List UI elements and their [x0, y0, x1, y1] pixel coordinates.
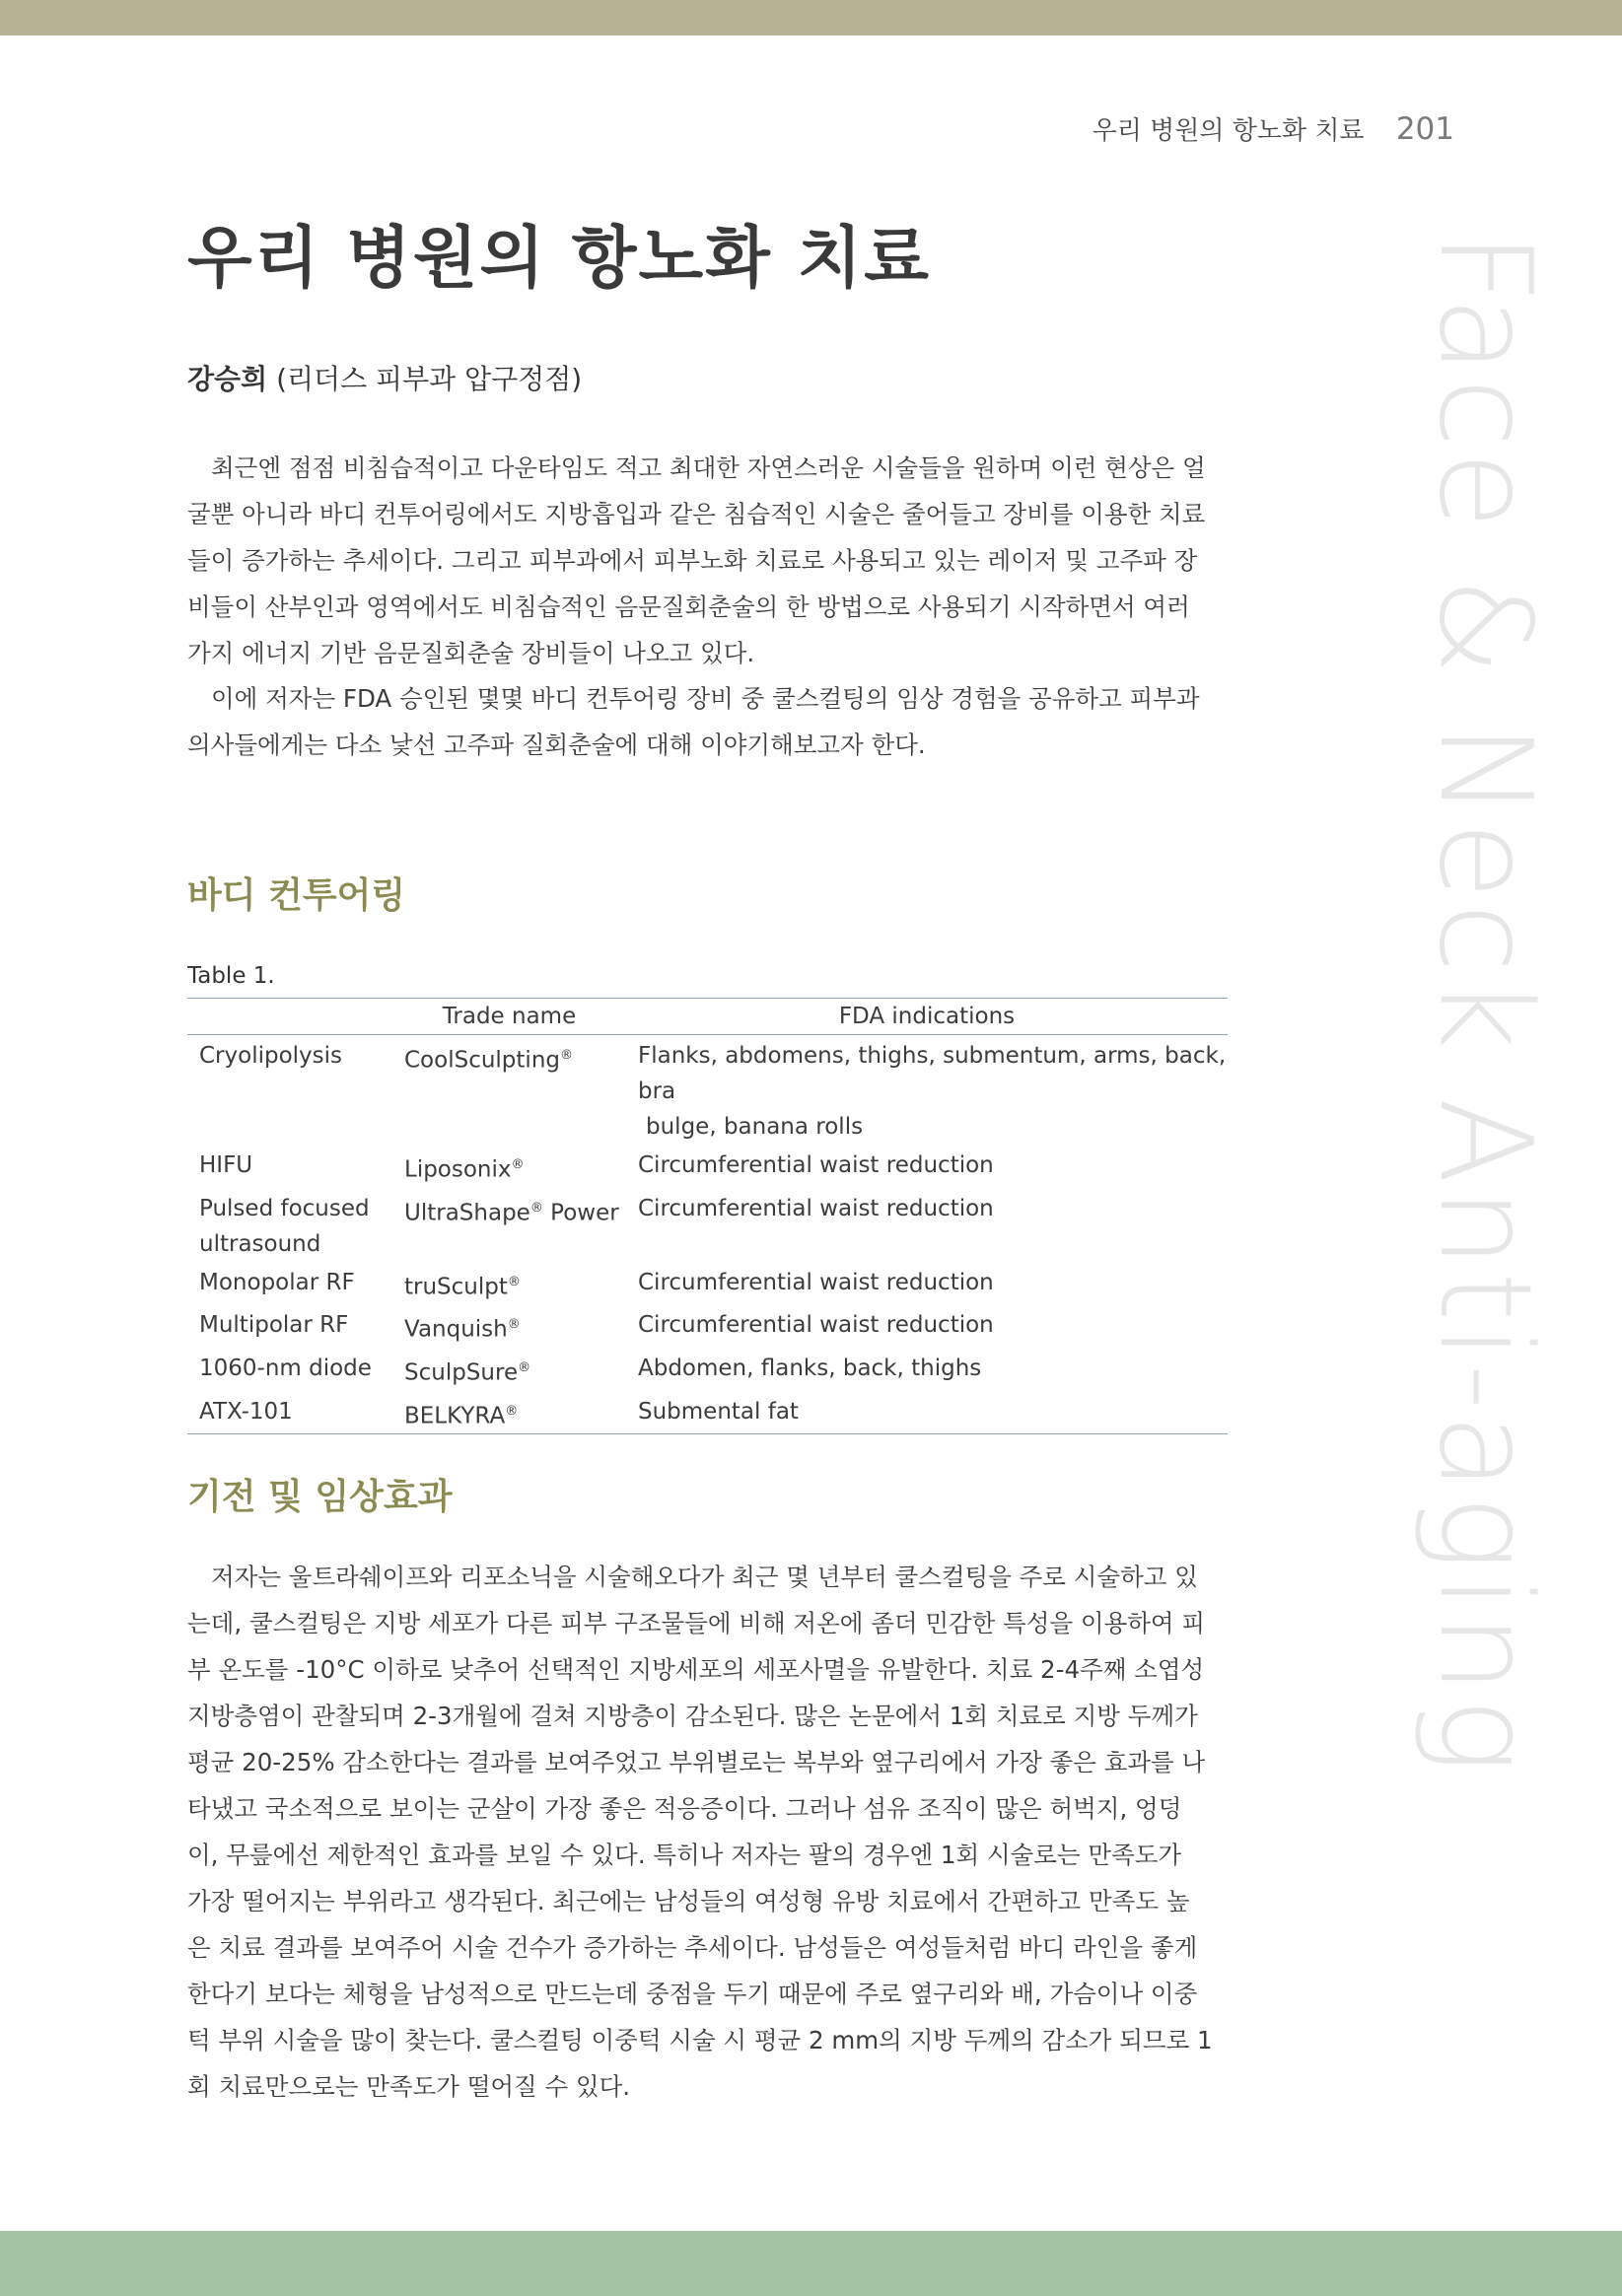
- author-name: 강승희: [187, 363, 268, 395]
- section-heading-mechanism: 기전 및 임상효과: [187, 1477, 453, 1517]
- text-line: 이, 무릎에선 제한적인 효과를 보일 수 있다. 특히나 저자는 팔의 경우엔 1회 시술로는 만족도가: [187, 1841, 1182, 1869]
- indication-cell: Multipolar RF: [199, 1312, 349, 1339]
- table-caption: Table 1.: [187, 963, 275, 989]
- fda-indication-cell: Circumferential waist reduction: [638, 1195, 994, 1221]
- text-line: 최근엔 점점 비침습적이고 다운타임도 적고 최대한 자연스러운 시술들을 원하며 이런 현상은 얼: [211, 453, 1206, 482]
- trade-name-cell: Vanquish®: [404, 1316, 521, 1343]
- top-color-band: [0, 0, 1622, 35]
- table-row: [187, 1391, 1228, 1434]
- indication-cell: ATX-101: [187, 1391, 392, 1434]
- intro-paragraph-1: [187, 445, 1228, 676]
- text-line: 회 치료만으로는 만족도가 떨어질 수 있다.: [187, 2072, 631, 2101]
- mechanism-paragraph: [187, 1554, 1228, 2110]
- intro-paragraph-2: [187, 675, 1228, 768]
- running-header: [1093, 110, 1454, 147]
- background-watermark-text: Face & Neck Anti-aging: [1411, 232, 1558, 1777]
- text-line: 저자는 울트라쉐이프와 리포소닉을 시술해오다가 최근 몇 년부터 쿨스컬팅을 주로 시술하고 있: [211, 1563, 1198, 1591]
- indication-cell: 1060-nm diode: [199, 1355, 372, 1381]
- indication-cell: HIFU: [199, 1152, 253, 1178]
- section-heading-body-contouring: 바디 컨투어링: [187, 875, 406, 916]
- trade-name-cell: SculpSure®: [404, 1359, 531, 1386]
- trade-name-cell: CoolSculpting®: [404, 1047, 573, 1074]
- table-row: [187, 1188, 1228, 1262]
- table-row: [187, 1304, 1228, 1348]
- text-line: 굴뿐 아니라 바디 컨투어링에서도 지방흡입과 같은 침습적인 시술은 줄어들고 장비를 이용한 치료: [187, 500, 1206, 528]
- indication-cell: Monopolar RF: [199, 1269, 355, 1295]
- table-header-cell: FDA indications: [626, 999, 1228, 1035]
- text-line: 한다기 보다는 체형을 남성적으로 만드는데 중점을 두기 때문에 주로 옆구리와 배, 가슴이나 이중: [187, 1980, 1198, 2008]
- table-header-cell: [187, 999, 392, 1035]
- text-line: 가지 에너지 기반 음문질회춘술 장비들이 나오고 있다.: [187, 639, 755, 667]
- bottom-color-band: [0, 2231, 1622, 2296]
- table-row: [187, 1262, 1228, 1305]
- text-line: 들이 증가하는 추세이다. 그리고 피부과에서 피부노화 치료로 사용되고 있는 레이저 및 고주파 장: [187, 546, 1198, 575]
- chapter-title: 우리 병원의 항노화 치료: [187, 219, 931, 298]
- fda-indication-cell: Flanks, abdomens, thighs, submentum, arms, back, bra bulge, banana rolls: [638, 1043, 1227, 1140]
- table-header-row: [187, 999, 1228, 1035]
- fda-device-table: [187, 998, 1228, 1434]
- indication-cell: Pulsed focused ultrasound: [199, 1195, 370, 1257]
- text-line: 는데, 쿨스컬팅은 지방 세포가 다른 피부 구조물들에 비해 저온에 좀더 민감한 특성을 이용하여 피: [187, 1609, 1206, 1637]
- text-line: 부 온도를 -10°C 이하로 낮추어 선택적인 지방세포의 세포사멸을 유발한다. 치료 2-4주째 소엽성: [187, 1655, 1205, 1684]
- text-line: 은 치료 결과를 보여주어 시술 건수가 증가하는 추세이다. 남성들은 여성들처럼 바디 라인을 좋게: [187, 1933, 1198, 1962]
- text-line: 턱 부위 시술을 많이 찾는다. 쿨스컬팅 이중턱 시술 시 평균 2 mm의 지방 두께의 감소가 되므로 1: [187, 2026, 1213, 2054]
- table-row: [187, 1035, 1228, 1146]
- fda-indication-cell: Circumferential waist reduction: [638, 1269, 994, 1295]
- fda-indication-cell: Submental fat: [626, 1391, 1228, 1434]
- running-header-title: 우리 병원의 항노화 치료: [1092, 116, 1365, 146]
- table-header-cell: Trade name: [392, 999, 626, 1035]
- trade-name-cell: UltraShape® Power: [404, 1200, 619, 1226]
- fda-indication-cell: Circumferential waist reduction: [638, 1152, 994, 1178]
- trade-name-cell: BELKYRA®: [392, 1391, 626, 1434]
- author-line: [187, 358, 582, 397]
- trade-name-cell: truSculpt®: [404, 1274, 521, 1300]
- table-row: [187, 1348, 1228, 1391]
- text-line: 이에 저자는 FDA 승인된 몇몇 바디 컨투어링 장비 중 쿨스컬팅의 임상 경험을 공유하고 피부과: [211, 684, 1200, 713]
- indication-cell: Cryolipolysis: [199, 1043, 343, 1069]
- text-line: 비들이 산부인과 영역에서도 비침습적인 음문질회춘술의 한 방법으로 사용되기 시작하면서 여러: [187, 592, 1190, 621]
- text-line: 지방층염이 관찰되며 2-3개월에 걸쳐 지방층이 감소된다. 많은 논문에서 1회 치료로 지방 두께가: [187, 1702, 1198, 1730]
- text-line: 의사들에게는 다소 낯선 고주파 질회춘술에 대해 이야기해보고자 한다.: [187, 731, 926, 759]
- text-line: 타냈고 국소적으로 보이는 군살이 가장 좋은 적응증이다. 그러나 섬유 조직이 많은 허벅지, 엉덩: [187, 1794, 1182, 1823]
- table-row: [187, 1145, 1228, 1188]
- text-line: 가장 떨어지는 부위라고 생각된다. 최근에는 남성들의 여성형 유방 치료에서 간편하고 만족도 높: [187, 1887, 1190, 1915]
- author-affiliation: (리더스 피부과 압구정점): [276, 363, 583, 395]
- fda-indication-cell: Circumferential waist reduction: [638, 1312, 994, 1339]
- page-number: 201: [1395, 111, 1454, 147]
- text-line: 평균 20-25% 감소한다는 결과를 보여주었고 부위별로는 복부와 옆구리에서 가장 좋은 효과를 나: [187, 1748, 1206, 1776]
- trade-name-cell: Liposonix®: [404, 1156, 525, 1183]
- fda-indication-cell: Abdomen, flanks, back, thighs: [638, 1355, 982, 1381]
